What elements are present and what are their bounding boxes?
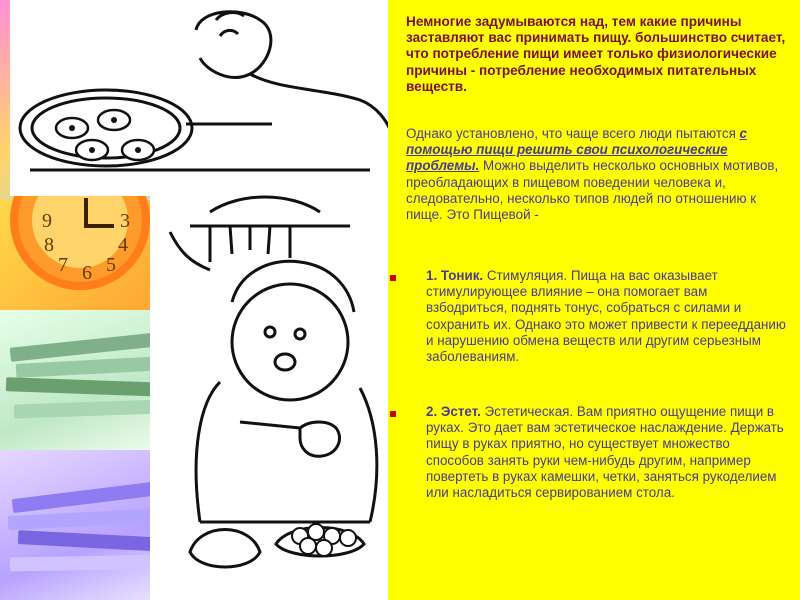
p2-text-b: Можно выделить несколько основных мотивов, преобладающих в пищевом поведении человека и, следовательно, несколько типов людей по отношению к пище. Это Пищевой - [406, 158, 779, 223]
p2-emphasis: с помощью пищи решить свои психологические проблемы. [406, 126, 747, 174]
bullet-icon [390, 275, 396, 281]
list-item-body: Эстетическая. Вам приятно ощущение пищи в руках. Это дает вам эстетическое наслаждение. Держать пищу в руках приятно, но существует множество способов занять руки чем-нибудь другим, например повертеть в руках камешки, четки, заняться рукоделием или насладиться сервированием стола. [426, 404, 784, 501]
list-item-tonic [426, 268, 788, 365]
clock-number: 9 [42, 210, 52, 232]
clock-number: 3 [120, 210, 130, 232]
woman-frying-eggs-icon [10, 0, 398, 196]
list-item-title: 2. Эстет. [426, 404, 481, 419]
bullet-icon [390, 411, 396, 417]
clock-number: 6 [82, 262, 92, 284]
woman-eating-sweets-icon [150, 192, 388, 600]
clock-number: 4 [118, 234, 128, 256]
clock-number: 5 [106, 254, 116, 276]
clock-number: 7 [58, 254, 68, 276]
list-item-title: 1. Тоник. [426, 268, 484, 283]
clock-number: 8 [44, 234, 54, 256]
woman-eating-sweets-illustration [150, 192, 388, 600]
woman-frying-eggs-illustration [10, 0, 398, 196]
list-item-esthete [426, 404, 788, 501]
clock-hand [84, 224, 114, 228]
p2-text-a: Однако установлено, что чаще всего люди пытаются [406, 126, 740, 141]
text-panel [388, 0, 800, 600]
intro-paragraph [406, 14, 788, 95]
list-item-body: Стимуляция. Пища на вас оказывает стимулирующее влияние – она помогает вам взбодриться, поднять тонус, собраться с силами и сохранить их. Однако это может привести к переедданию и нарушению обмена веществ или другим серьезным заболеваниям. [426, 268, 786, 365]
intro-text: Немногие задумываются над, тем какие причины заставляют вас принимать пищу. большинство считает, что потребление пищи имеет только физиологические причины - потребление необходимых питательных веществ. [406, 14, 786, 94]
second-paragraph [406, 126, 788, 223]
